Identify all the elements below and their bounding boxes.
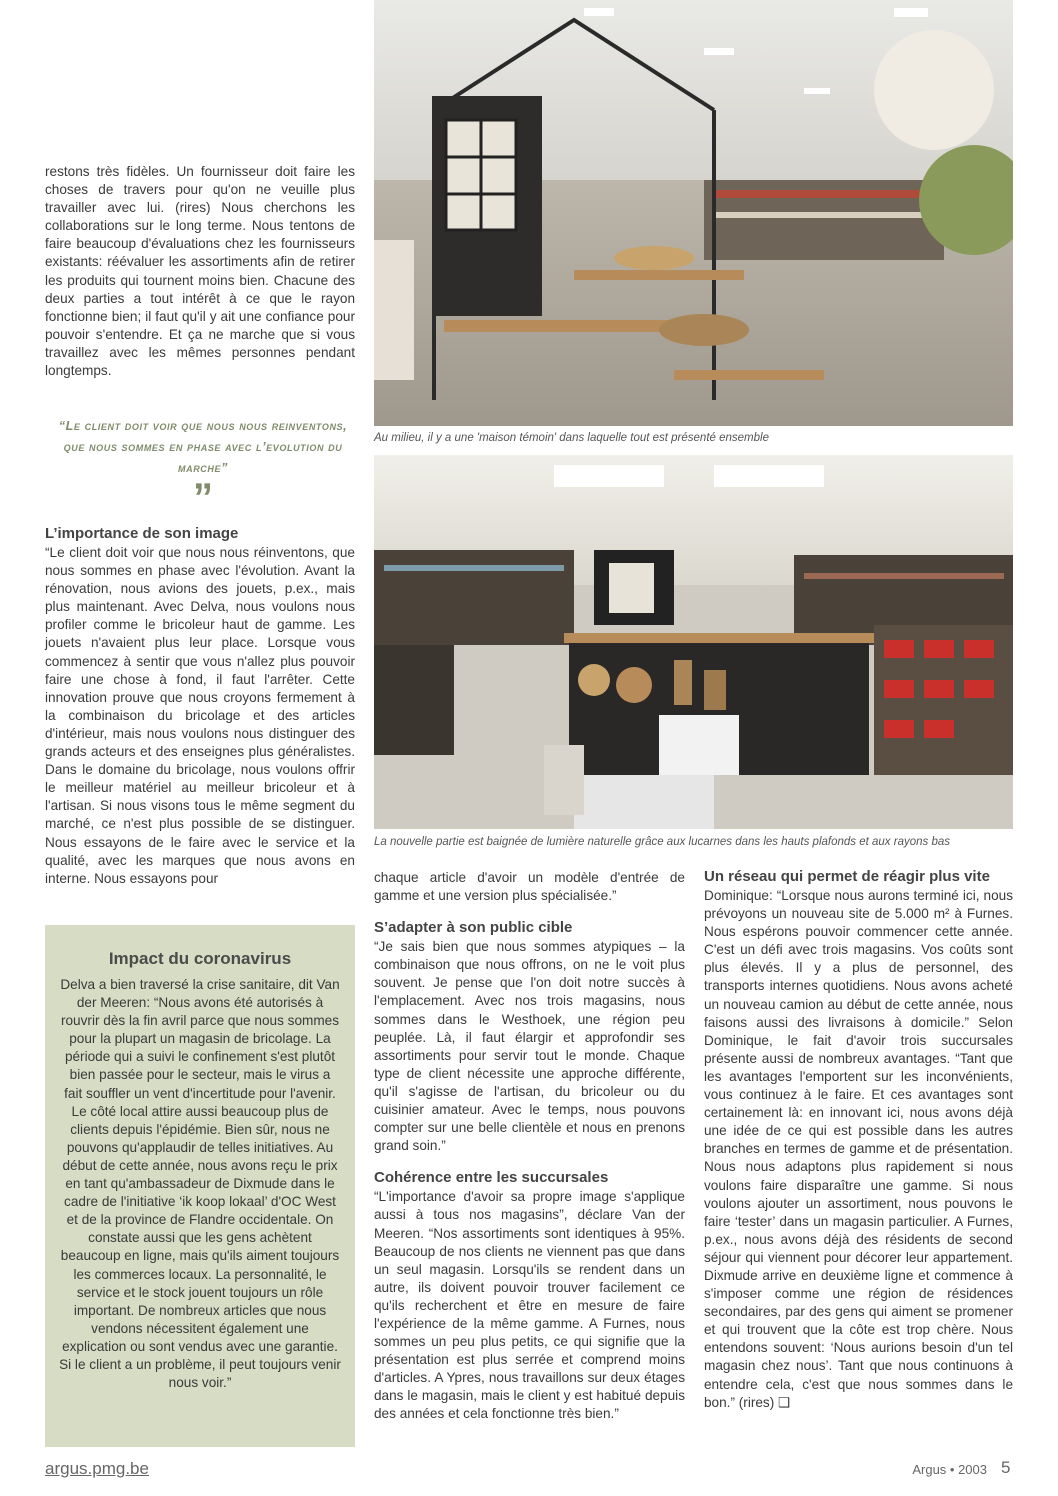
- store-photo-skylights-image: [374, 455, 1013, 829]
- intro-paragraph: restons très fidèles. Un fournisseur doit faire les choses de travers pour qu'on ne veuille plus travailler avec lui. (rires) Nous cherchons les collaborations sur le long terme. Nous tentons de faire beaucoup d'évaluations chez les fournisseurs existants: réévaluer les assortiments afin de retirer les produits qui tournent moins bien. Chacune des deux parties a tout intérêt à ce que le rayon fonctionne bien; il faut qu'il y ait une confiance pour pouvoir s'entendre. Et ça ne marche que si vous travaillez avec les mêmes personnes pendant longtemps.: [45, 164, 355, 379]
- pull-quote-text: “Le client doit voir que nous nous reinventons, que nous sommes en phase avec l’evolution du marche”: [58, 419, 348, 475]
- section-public-body: “Je sais bien que nous sommes atypiques – la combinaison que nous offrons, on ne le voit plus souvent. Je pense que l'on doit notre succès à l'emplacement. Avec nos trois magasins, nous sommes dans le Westhoek, une région peu peuplée. Là, il faut élargir et approfondir ses assortiments pour servir tout le monde. Chaque type de client nécessite une approche différente, qu'il s'agisse de l'artisan, du bricoleur ou du cuisinier amateur. Avec le temps, nous pouvons compter sur une belle clientèle et nous en prenons grand soin.”: [374, 939, 685, 1154]
- coronavirus-box-body: Delva a bien traversé la crise sanitaire, dit Van der Meeren: “Nous avons été autorisés à rouvrir dès la fin avril parce que nous sommes pour la plupart un magasin de bricolage. La période qui a suivi le confinement s'est plutôt bien passée pour le secteur, mais le virus a fait souffler un vent d'incertitude pour l'avenir. Le côté local attire aussi beaucoup plus de clients depuis l'épidémie. Bien sûr, nous ne pouvons qu'applaudir de telles initiatives. Au début de cette année, nous avons reçu le prix en tant qu'ambassadeur de Dixmude dans le cadre de l'initiative ‘ik koop lokaal’ d'OC West et de la province de Flandre occidentale. On constate aussi que les gens achètent beaucoup en ligne, mais qu'ils aiment toujours les commerces locaux. La personnalité, le service et le stock jouent toujours un rôle important. De nombreux articles que nous vendons nécessitent également une explication ou sont vendus avec une garantie. Si le client a un problème, il peut toujours venir nous voir.”: [59, 977, 341, 1391]
- coronavirus-box: [45, 925, 355, 1447]
- page-number: 5: [1001, 1458, 1011, 1477]
- section-image-heading: L’importance de son image: [45, 525, 239, 542]
- footer-site-link[interactable]: argus.pmg.be: [45, 1459, 149, 1478]
- section-coherence-body: “L'importance d'avoir sa propre image s'applique aussi à tous nos magasins”, déclare Van der Meeren. “Nos assortiments sont identiques à 95%. Beaucoup de nos clients ne viennent pas que dans un seul magasin. Lorsqu'ils se rendent dans un autre, ils doivent pouvoir trouver facilement ce qu'ils recherchent et être en mesure de faire l'expérience de la même gamme. A Furnes, nous sommes un peu plus petits, ce qui signifie que la présentation est plus serrée et comprend moins d'articles. A Ypres, nous travaillons sur deux étages dans le magasin, mais le client y est habitué depuis des années et cela fonctionne très bien.”: [374, 1189, 685, 1422]
- section-network-body: Dominique: “Lorsque nous aurons terminé ici, nous prévoyons un nouveau site de 5.000 m² à Furnes. Nous espérons pouvoir commencer cette année. C'est un défi avec trois magasins. Vos coûts sont plus élevés. Il y a plus de personnel, des transports internes quotidiens. Nous avons acheté un nouveau camion au début de cette année, nous faisons aussi des livraisons à domicile.” Selon Dominique, le fait d'avoir trois succursales présente aussi de nombreux avantages. “Tant que les avantages l'emportent sur les inconvénients, vous continuez à le faire. Et ces avantages sont certainement là: en innovant ici, nous avons déjà une idée de ce qui est possible dans les autres branches en termes de gamme et de présentation. Nous nous adaptons plus rapidement si nous voulons faire disparaître une gamme. Si nous voulons ajouter un assortiment, nous pouvons le faire ‘tester’ dans un magasin particulier. A Furnes, p.ex., nous avons déjà des résidents de second séjour qui viennent pour décorer leur appartement. Dixmude arrive en deuxième ligne et commence à s'imposer comme une région de résidences secondaires, par des gens qui aiment se promener et qui trouvent que la côte est trop chère. Nous entendons souvent: ‘Nous aurions besoin d'un tel magasin chez nous’. Tant que nous continuons à entendre cela, c'est que nous sommes dans le bon.” (rires) ❑: [704, 888, 1013, 1410]
- coronavirus-box-title: Impact du coronavirus: [108, 949, 292, 968]
- caption-photo-2: La nouvelle partie est baignée de lumière naturelle grâce aux lucarnes dans les hauts plafonds et aux rayons bas: [374, 836, 951, 848]
- section-coherence-heading: Cohérence entre les succursales: [374, 1169, 609, 1187]
- middle-column: [374, 869, 685, 1424]
- section-image-body: “Le client doit voir que nous nous réinventons, que nous sommes en phase avec l'évolution. Avant la rénovation, nous avions des jouets, p.ex., mais plus maintenant. Avec Delva, nous voulons nous profiler comme le bricoleur haut de gamme. Les jouets n'avaient plus leur place. Lorsque vous commencez à sentir que vous n'allez plus pouvoir faire une chose à fond, il faut l'arrêter. Cette innovation prouve que nous croyons fermement à la combinaison du bricolage et des articles d'intérieur, mais nous voulons nous distinguer des grands acteurs et des enseignes plus généralistes. Dans le domaine du bricolage, nous voulons offrir le meilleur matériel au meilleur bricoleur et à l'artisan. Si nous visons tous le même segment du marché, ce n'est plus possible de se distinguer. Nous essayons de le faire avec le service et la qualité, avec les marques que nous avons en interne. Nous essayons pour: [45, 545, 355, 886]
- pull-quote: [58, 416, 348, 520]
- store-photo-model-house-image: [374, 0, 1013, 426]
- section-public-heading: S’adapter à son public cible: [374, 919, 573, 937]
- pull-quote-close-mark: ”: [193, 476, 213, 520]
- section-image: [45, 525, 355, 888]
- caption-photo-1: Au milieu, il y a une 'maison témoin' dans laquelle tout est présenté ensemble: [374, 432, 769, 444]
- right-column: [704, 868, 1013, 1412]
- store-photo-model-house: [374, 0, 1013, 426]
- footer-issue: Argus • 2003: [912, 1462, 987, 1477]
- continuation-paragraph: chaque article d'avoir un modèle d'entrée de gamme et une version plus spécialisée.”: [374, 870, 685, 904]
- section-network-heading: Un réseau qui permet de réagir plus vite: [704, 868, 990, 885]
- store-photo-skylights: [374, 455, 1013, 829]
